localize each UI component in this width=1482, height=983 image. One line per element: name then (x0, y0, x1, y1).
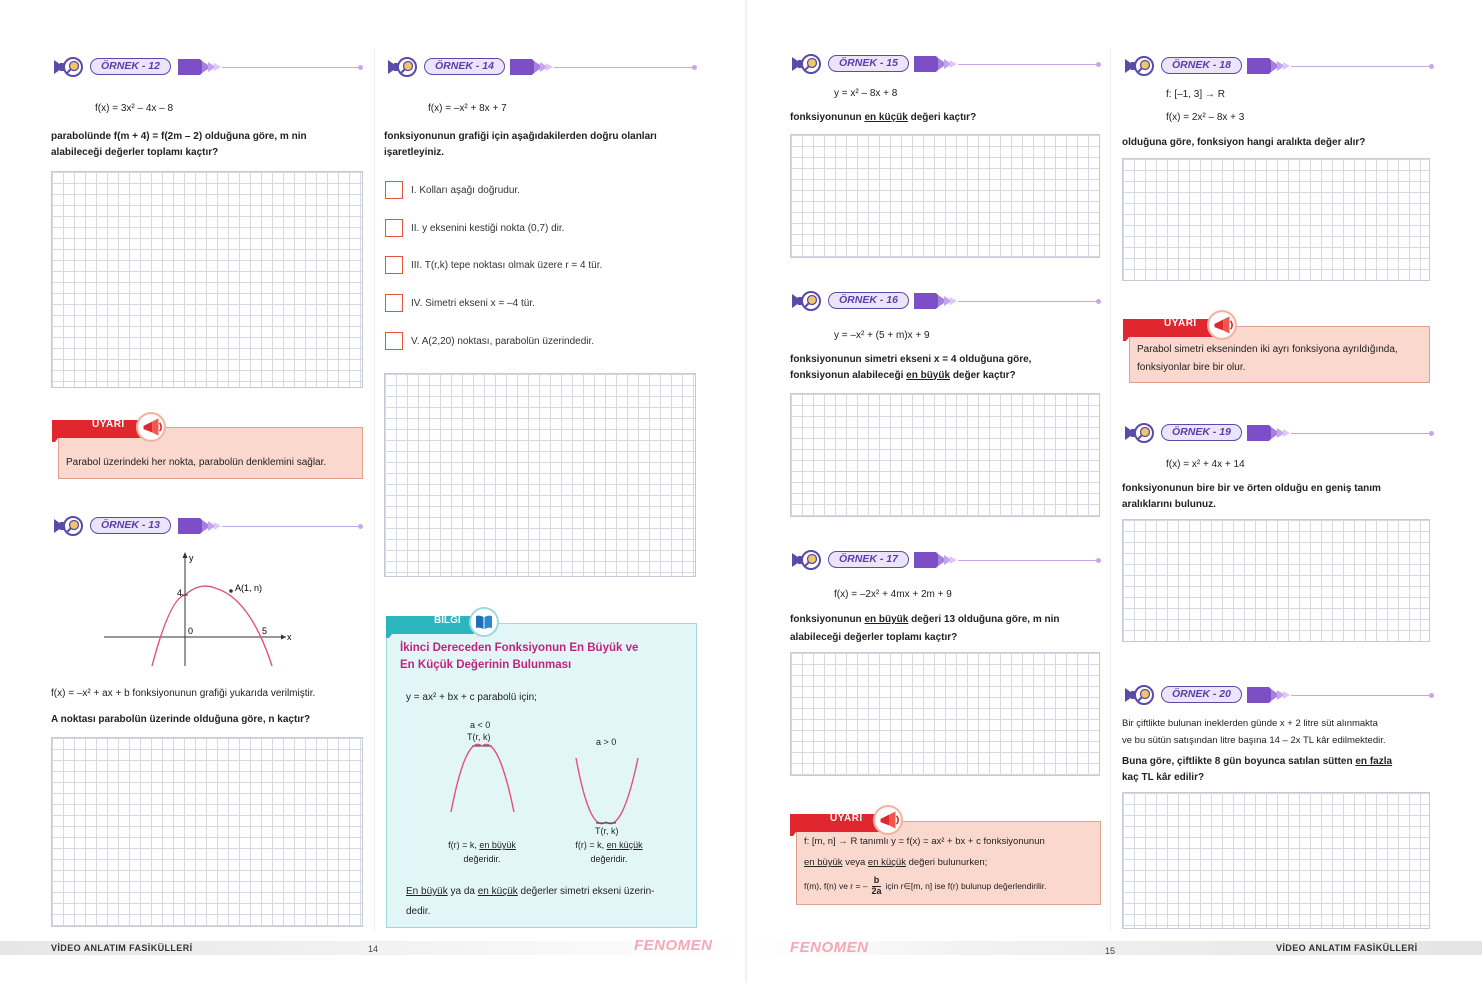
left-brand-logo: FENOMEN (634, 937, 713, 954)
book-icon (469, 607, 499, 637)
solution-grid[interactable] (51, 171, 363, 388)
option-text-4: IV. Simetri ekseni x = –4 tür. (411, 298, 535, 309)
right-column-divider (1110, 48, 1111, 930)
solution-grid[interactable] (384, 373, 696, 577)
uyari-text: Parabol üzerindeki her nokta, parabolün denklemini sağlar. (66, 457, 327, 468)
bilgi-title: İkinci Dereceden Fonksiyonun En Büyük ve En Küçük Değerinin Bulunması (400, 642, 639, 672)
magnifier-icon (52, 516, 90, 536)
uyari-2-line3: f(m), f(n) ve r = – b 2a için r∈[m, n] ise f(r) bulunup değerlendirilir. (804, 875, 1047, 896)
bilgi-footer: En büyük ya da en küçük değerler simetri ekseni üzerin- dedir. (406, 886, 655, 917)
solution-grid[interactable] (790, 393, 1100, 517)
y-tick-label: 4 (177, 588, 183, 598)
bilgi-intro: y = ax² + bx + c parabolü için; (406, 692, 537, 703)
ornek-16-header (790, 291, 1102, 311)
magnifier-icon (52, 57, 90, 77)
ornek-12-formula: f(x) = 3x² – 4x – 8 (95, 103, 174, 114)
arrow-tail-icon (1247, 685, 1291, 705)
ornek-20-label: ÖRNEK - 20 (1161, 686, 1242, 703)
solution-grid[interactable] (1122, 519, 1430, 642)
right-brand-logo: FENOMEN (790, 939, 869, 956)
ornek-20-given: Bir çiftlikte bulunan ineklerden günde x + 2 litre süt alınmakta ve bu sütün satışından litre başına 14 – 2x TL kâr edilmektedir. (1122, 718, 1386, 746)
ornek-20-header (1123, 685, 1435, 705)
left-column-divider (374, 48, 375, 930)
ornek-18-header (1123, 56, 1435, 76)
upward-parabola (572, 756, 644, 826)
ornek-13-label: ÖRNEK - 13 (90, 517, 171, 534)
ornek-18-question: olduğuna göre, fonksiyon hangi aralıkta değer alır? (1122, 137, 1366, 148)
ornek-15-question: fonksiyonunun en küçük değeri kaçtır? (790, 112, 977, 123)
ornek-18-domain: f: [–1, 3] → R (1166, 89, 1225, 100)
megaphone-icon (873, 805, 903, 835)
solution-grid[interactable] (51, 737, 363, 927)
ornek-15-formula: y = x² – 8x + 8 (834, 88, 898, 99)
arrow-tail-icon (178, 57, 222, 77)
ornek-16-formula: y = –x² + (5 + m)x + 9 (834, 330, 930, 341)
ornek-17-question: fonksiyonunun en büyük değeri 13 olduğuna göre, m nin alabileceği değerler toplamı kaçtır? (790, 614, 1060, 643)
bilgi-ribbon (386, 610, 476, 638)
left-caption: f(r) = k, en büyük değeridir. (448, 840, 516, 864)
fraction: b 2a (871, 875, 882, 896)
option-checkbox-2[interactable] (385, 219, 403, 237)
bilgi-label: BİLGİ (434, 615, 461, 626)
option-checkbox-3[interactable] (385, 256, 403, 274)
ornek-15-label: ÖRNEK - 15 (828, 55, 909, 72)
ornek-12-header (52, 57, 364, 77)
magnifier-icon (386, 57, 424, 77)
magnifier-icon (790, 54, 828, 74)
option-checkbox-1[interactable] (385, 181, 403, 199)
solution-grid[interactable] (1122, 792, 1430, 929)
ornek-20-question: Buna göre, çiftlikte 8 gün boyunca satılan sütten en fazla kaç TL kâr edilir? (1122, 756, 1393, 783)
option-checkbox-5[interactable] (385, 332, 403, 350)
magnifier-icon (1123, 56, 1161, 76)
right-page-number: 15 (1105, 946, 1116, 956)
ornek-18-formula: f(x) = 2x² – 8x + 3 (1166, 112, 1245, 123)
option-text-2: II. y eksenini kestiği nokta (0,7) dir. (411, 223, 565, 234)
downward-parabola (446, 742, 522, 814)
option-text-5: V. A(2,20) noktası, parabolün üzerindedir. (411, 336, 595, 347)
ornek-13-header (52, 516, 364, 536)
magnifier-icon (790, 550, 828, 570)
arrow-tail-icon (178, 516, 222, 536)
right-footer-series: VİDEO ANLATIM FASİKÜLLERİ (1276, 943, 1418, 953)
page-gutter (745, 0, 747, 983)
magnifier-icon (1123, 423, 1161, 443)
uyari-2-line2: en büyük veya en küçük değeri bulunurken; (804, 857, 988, 868)
left-vertex: T(r, k) (467, 732, 491, 742)
arrow-tail-icon (1247, 423, 1291, 443)
solution-grid[interactable] (790, 134, 1100, 258)
left-page-number: 14 (368, 944, 379, 954)
right-caption: f(r) = k, en küçük değeridir. (575, 840, 643, 864)
ornek-18-label: ÖRNEK - 18 (1161, 57, 1242, 74)
ornek-14-header (386, 57, 698, 77)
solution-grid[interactable] (1122, 158, 1430, 281)
ornek-13-given: f(x) = –x² + ax + b fonksiyonunun grafiği yukarıda verilmiştir. (51, 688, 316, 699)
ornek-17-label: ÖRNEK - 17 (828, 551, 909, 568)
ornek-17-formula: f(x) = –2x² + 4mx + 2m + 9 (834, 589, 952, 600)
right-cond: a > 0 (596, 737, 617, 747)
ornek-16-question: fonksiyonunun simetri ekseni x = 4 olduğuna göre, fonksiyonun alabileceği en büyük değer kaçtır? (790, 354, 1032, 381)
y-axis-label: y (189, 553, 194, 563)
ornek-19-formula: f(x) = x² + 4x + 14 (1166, 459, 1245, 470)
solution-grid[interactable] (790, 652, 1100, 776)
ornek-14-question: fonksiyonunun grafiği için aşağıdakilerden doğru olanları işaretleyiniz. (384, 131, 657, 158)
x-tick-label: 5 (262, 626, 268, 636)
megaphone-icon (136, 412, 166, 442)
ornek-16-label: ÖRNEK - 16 (828, 292, 909, 309)
arrow-tail-icon (914, 54, 958, 74)
x-axis-label: x (287, 632, 292, 642)
left-footer-series: VİDEO ANLATIM FASİKÜLLERİ (51, 943, 193, 953)
arrow-tail-icon (1247, 56, 1291, 76)
magnifier-icon (790, 291, 828, 311)
ornek-19-header (1123, 423, 1435, 443)
ornek-12-label: ÖRNEK - 12 (90, 58, 171, 75)
ornek-17-header (790, 550, 1102, 570)
point-a-label: A(1, n) (235, 583, 263, 593)
parabola-graph (100, 548, 300, 670)
uyari-2-line1: f: [m, n] → R tanımlı y = f(x) = ax² + bx + c fonksiyonunun (804, 836, 1045, 847)
ornek-19-label: ÖRNEK - 19 (1161, 424, 1242, 441)
right-vertex: T(r, k) (595, 826, 619, 836)
ornek-14-label: ÖRNEK - 14 (424, 58, 505, 75)
uyari-label: UYARI (830, 813, 863, 824)
left-cond: a < 0 (470, 720, 491, 730)
arrow-tail-icon (914, 291, 958, 311)
ornek-14-formula: f(x) = –x² + 8x + 7 (428, 103, 507, 114)
uyari-label: UYARI (1164, 318, 1197, 329)
origin-label: 0 (188, 626, 194, 636)
option-checkbox-4[interactable] (385, 294, 403, 312)
megaphone-icon (1207, 310, 1237, 340)
ornek-15-header (790, 54, 1102, 74)
magnifier-icon (1123, 685, 1161, 705)
option-text-3: III. T(r,k) tepe noktası olmak üzere r = 4 tür. (411, 260, 603, 271)
ornek-12-question: parabolünde f(m + 4) = f(2m – 2) olduğuna göre, m nin alabileceği değerler toplamı kaçtır? (51, 131, 307, 158)
option-text-1: I. Kolları aşağı doğrudur. (411, 185, 520, 196)
ornek-13-question: A noktası parabolün üzerinde olduğuna göre, n kaçtır? (51, 714, 311, 725)
ornek-19-question: fonksiyonunun bire bir ve örten olduğu en geniş tanım aralıklarını bulunuz. (1122, 483, 1381, 510)
arrow-tail-icon (914, 550, 958, 570)
uyari-label: UYARI (92, 419, 125, 430)
arrow-tail-icon (510, 57, 554, 77)
uyari-3-text: Parabol simetri ekseninden iki ayrı fonksiyona ayrıldığında, fonksiyonlar bire bir olur. (1137, 344, 1398, 373)
